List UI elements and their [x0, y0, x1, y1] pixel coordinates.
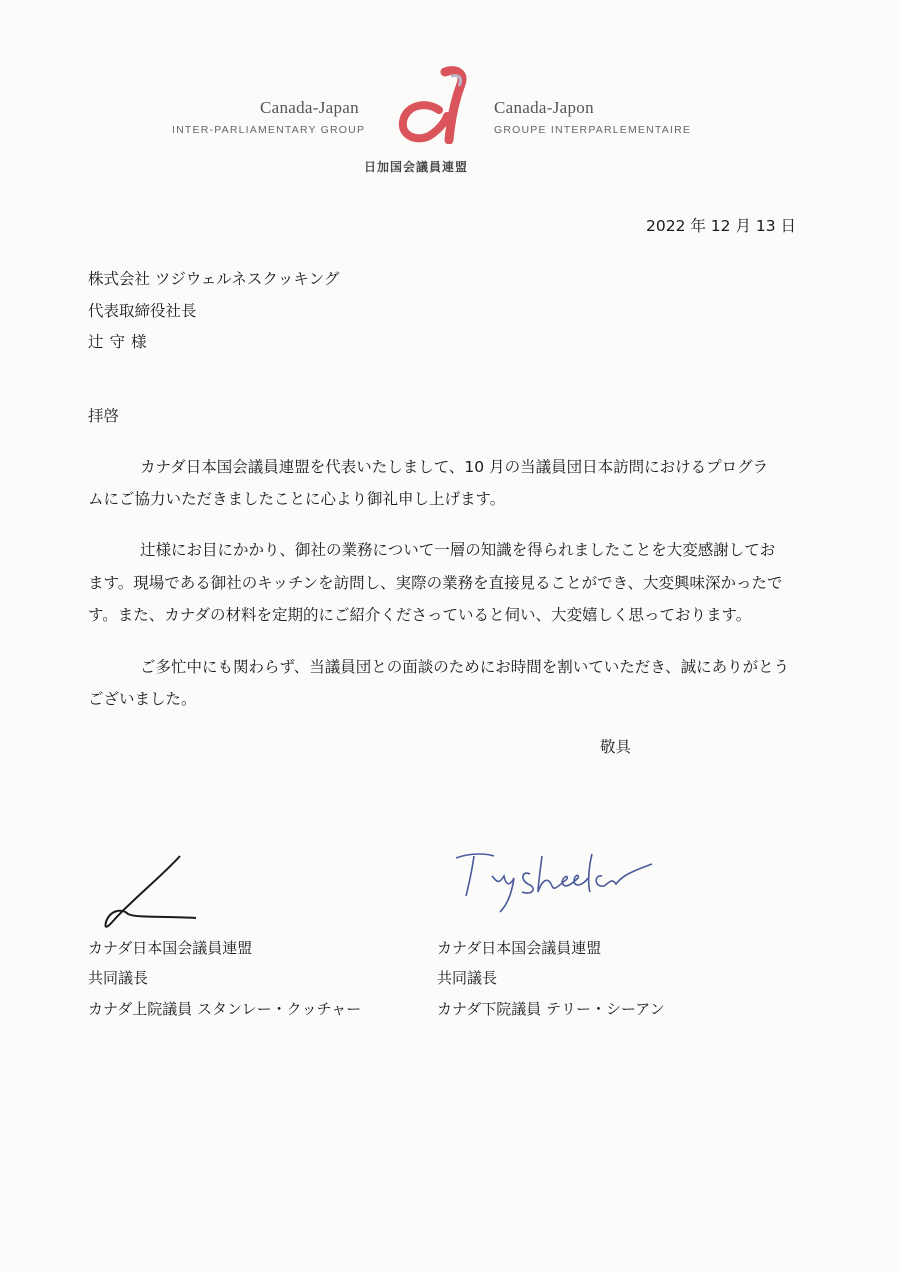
letterhead-left-title: Canada-Japan [260, 98, 359, 117]
paragraph-2-line-2: ます。現場である御社のキッチンを訪問し、実際の業務を直接見ることができ、大変興味深かったで [88, 574, 783, 592]
letterhead-japanese-name: 日加国会議員連盟 [364, 160, 469, 174]
addressee-name: 辻守様 [88, 333, 153, 351]
addressee-company: 株式会社 ツジウェルネスクッキング [88, 270, 340, 288]
paragraph-1-line-2: ムにご協力いただきましたことに心より御礼申し上げます。 [88, 490, 506, 508]
paragraph-1-line-1: カナダ日本国会議員連盟を代表いたしまして、10 月の当議員団日本訪問におけるプログラ [140, 458, 769, 476]
paragraph-2-line-1: 辻様にお目にかかり、御社の業務について一層の知識を得られましたことを大変感謝してお [140, 541, 776, 559]
greeting: 拝啓 [88, 407, 120, 425]
signature-right-icon [452, 846, 662, 916]
signatory-left-name: カナダ上院議員 スタンレー・クッチャー [88, 1000, 362, 1018]
letterhead-left-subtitle: INTER-PARLIAMENTARY GROUP [172, 124, 366, 136]
signatory-right-name: カナダ下院議員 テリー・シーアン [437, 1000, 665, 1018]
signatory-left-role: 共同議長 [88, 969, 149, 987]
paragraph-3-line-1: ご多忙中にも関わらず、当議員団との面談のためにお時間を割いていただき、誠にありがとう [140, 658, 790, 676]
signatory-right-org: カナダ日本国会議員連盟 [437, 939, 602, 957]
paragraph-2-line-3: す。また、カナダの材料を定期的にご紹介くださっていると伺い、大変嬉しく思っております。 [88, 606, 752, 624]
signature-left-icon [92, 850, 212, 930]
addressee-title: 代表取締役社長 [88, 302, 197, 320]
letterhead-right-title: Canada-Japon [494, 98, 594, 117]
closing: 敬具 [600, 738, 632, 756]
signatory-right-role: 共同議長 [437, 969, 498, 987]
signatory-left-org: カナダ日本国会議員連盟 [88, 939, 253, 957]
paragraph-3-line-2: ございました。 [88, 690, 197, 708]
letter-date: 2022 年 12 月 13 日 [646, 217, 797, 235]
group-logo-icon [395, 66, 469, 144]
letterhead-right-subtitle: GROUPE INTERPARLEMENTAIRE [494, 124, 692, 136]
